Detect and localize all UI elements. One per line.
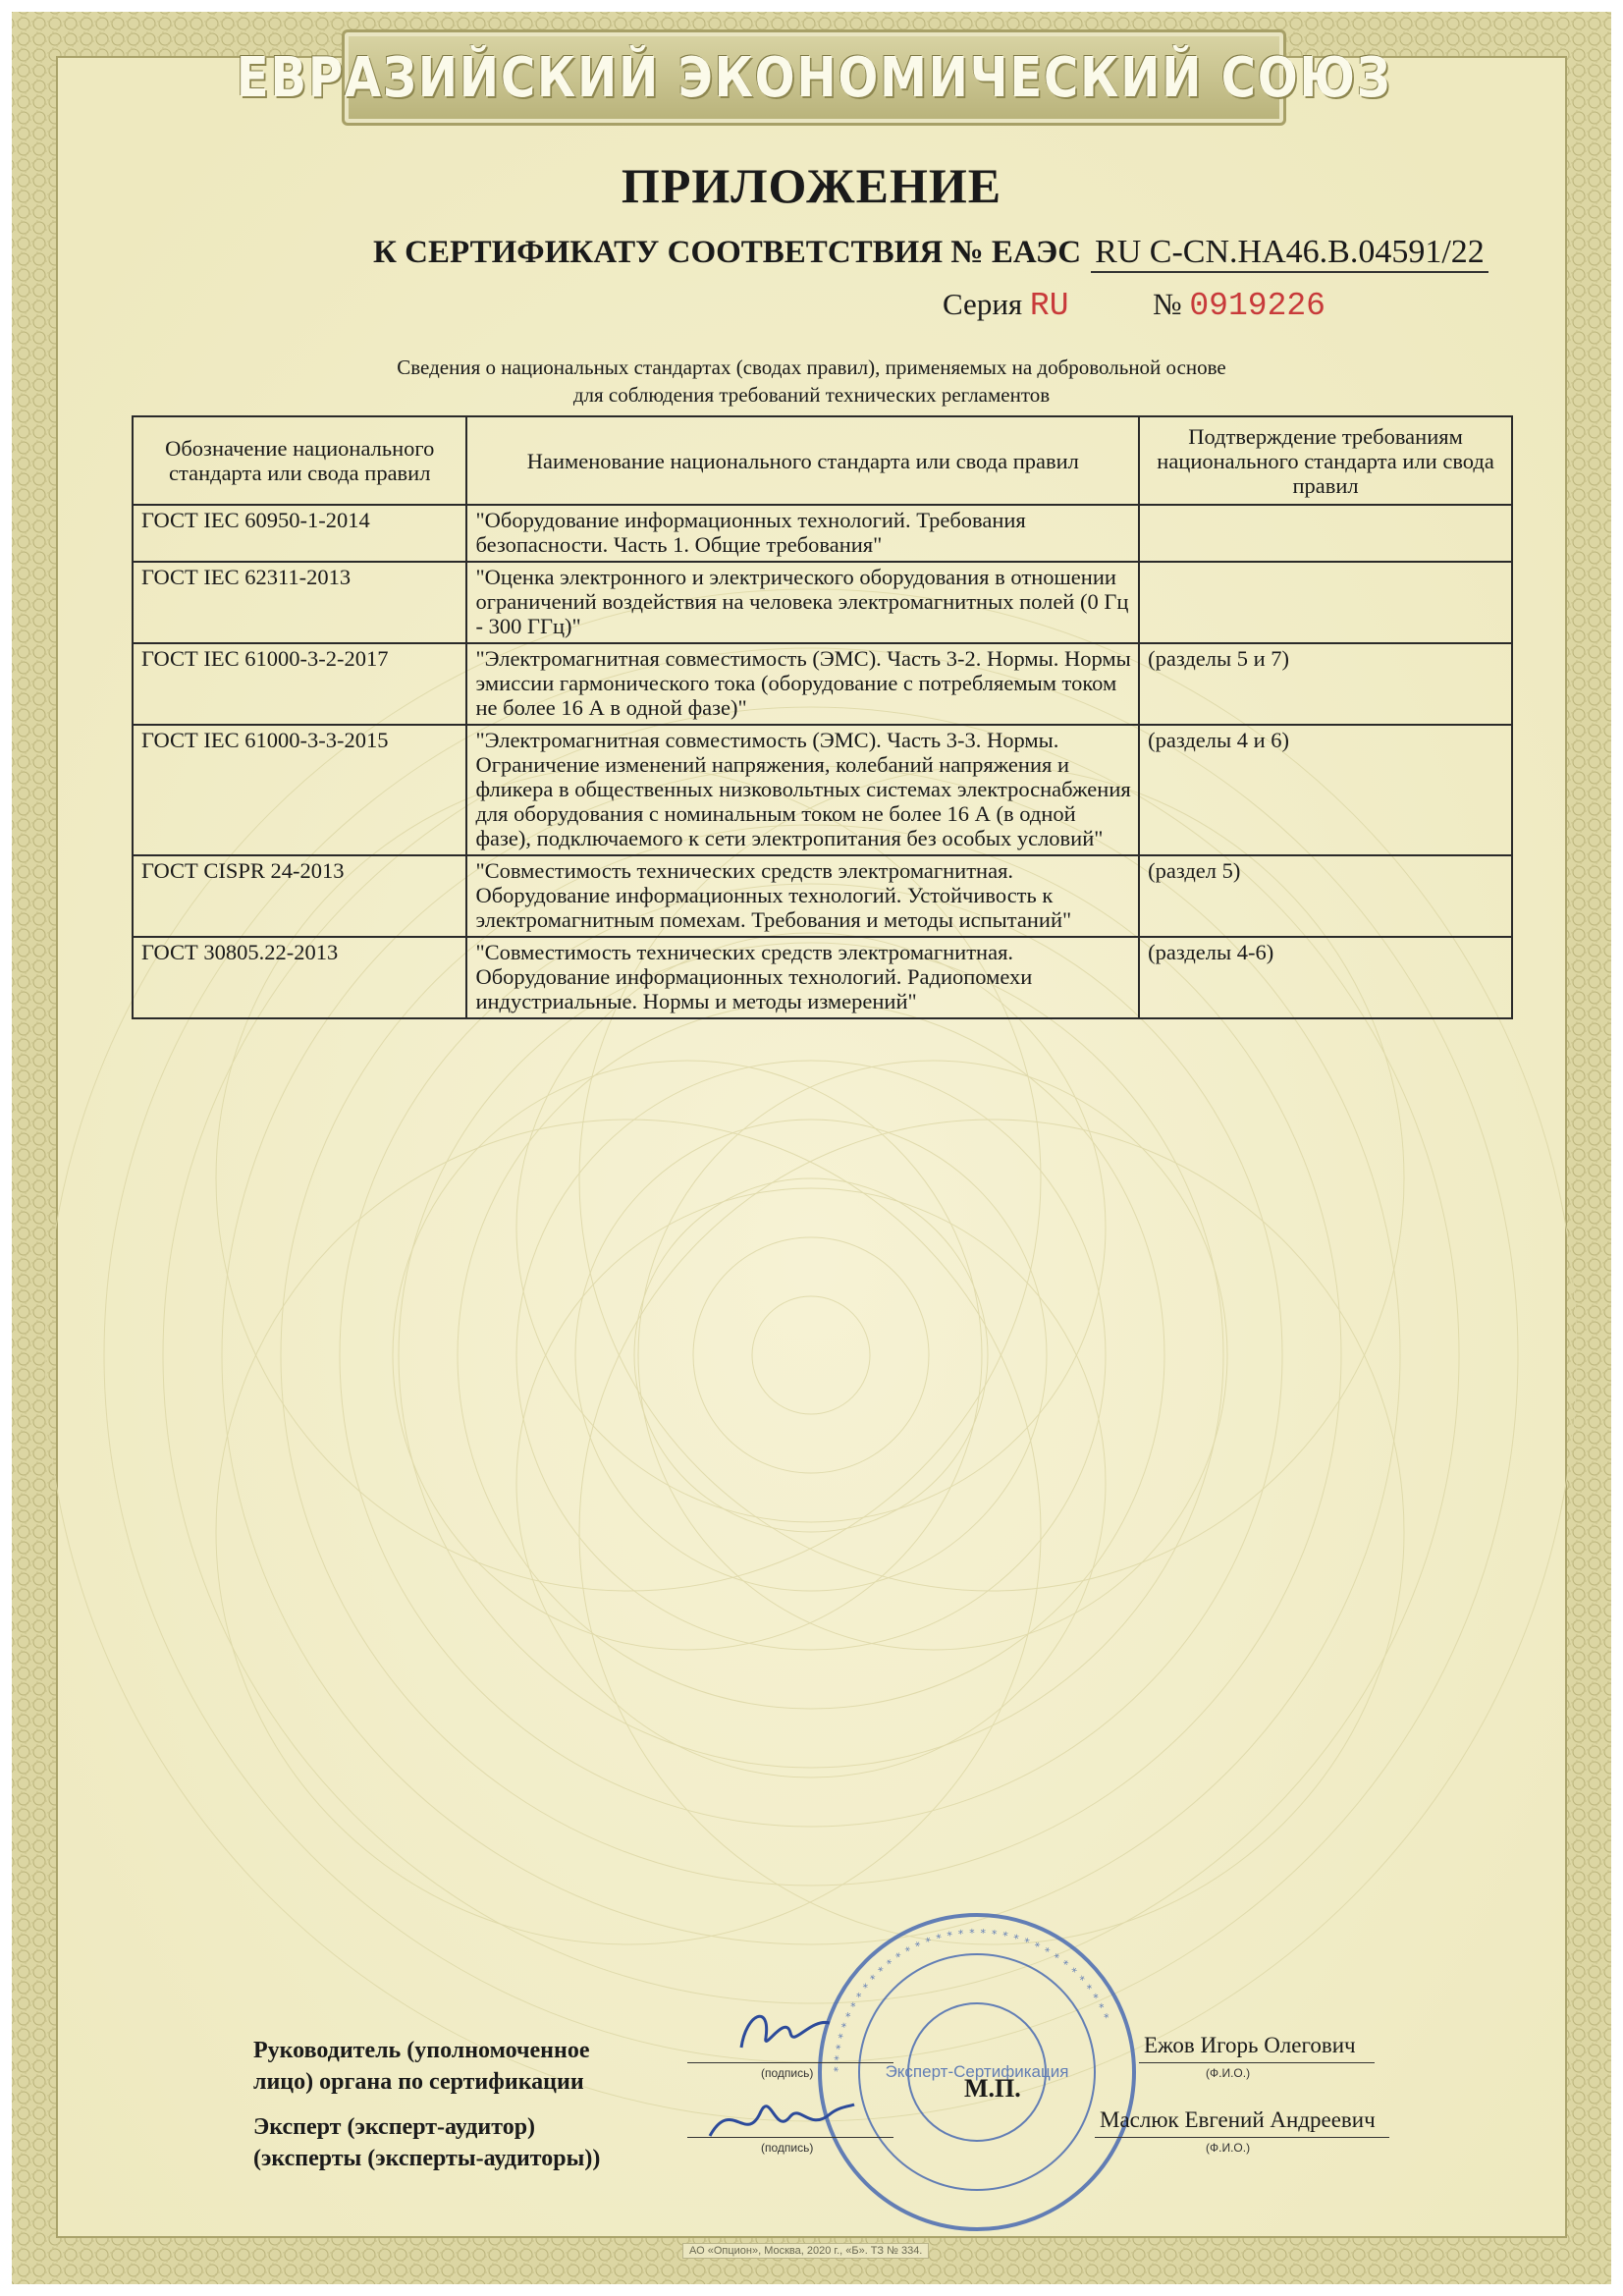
standard-sections [1139, 562, 1512, 643]
series-value: RU [1029, 288, 1069, 324]
expert-name: Маслюк Евгений Андреевич [1100, 2107, 1376, 2132]
standard-code: ГОСТ IEC 62311-2013 [133, 562, 466, 643]
seal-label: М.П. [964, 2074, 1021, 2103]
head-fio-caption: (Ф.И.О.) [1206, 2066, 1251, 2080]
expert-label-line-2: (эксперты (эксперты-аудиторы)) [253, 2146, 601, 2171]
svg-text:* * * * * * * * * * * * * * *: * * * * * * * * * * * * * * * * * * * * * * * * * * * * * * * * * * * [831, 1926, 1112, 2073]
expert-fio-caption: (Ф.И.О.) [1206, 2141, 1251, 2155]
standard-code: ГОСТ IEC 61000-3-3-2015 [133, 725, 466, 855]
table-row [133, 643, 1512, 725]
standard-name: "Совместимость технических средств электромагнитная. Оборудование информационных технологий. Устойчивость к электромагнитным помехам. Требования и методы испытаний" [466, 855, 1139, 937]
table-row [133, 855, 1512, 937]
table-row [133, 725, 1512, 855]
expert-signature-line [687, 2137, 893, 2138]
header-confirmation: Подтверждение требованиям национального стандарта или свода правил [1139, 416, 1512, 505]
form-number-value: 0919226 [1189, 288, 1325, 324]
table-header-row [133, 416, 1512, 505]
table-row [133, 505, 1512, 562]
standard-code: ГОСТ 30805.22-2013 [133, 937, 466, 1018]
standard-code: ГОСТ IEC 61000-3-2-2017 [133, 643, 466, 725]
intro-text [0, 354, 1623, 409]
expert-signature-caption: (подпись) [761, 2141, 814, 2155]
standard-code: ГОСТ IEC 60950-1-2014 [133, 505, 466, 562]
series-label: Серия [943, 287, 1023, 321]
head-signature-line [687, 2062, 893, 2063]
standard-sections: (разделы 4-6) [1139, 937, 1512, 1018]
head-signature-scribble [731, 1994, 839, 2072]
standard-name: "Совместимость технических средств электромагнитная. Оборудование информационных технологий. Радиопомехи индустриальные. Нормы и методы измерений" [466, 937, 1139, 1018]
standard-sections: (раздел 5) [1139, 855, 1512, 937]
certificate-number: RU C-CN.HA46.B.04591/22 [1091, 234, 1488, 273]
head-name-line [1139, 2062, 1375, 2063]
intro-line-2: для соблюдения требований технических регламентов [572, 383, 1051, 407]
standard-sections: (разделы 4 и 6) [1139, 725, 1512, 855]
standard-code: ГОСТ CISPR 24-2013 [133, 855, 466, 937]
standards-table [132, 415, 1513, 1019]
head-label-line-2: лицо) органа по сертификации [253, 2069, 584, 2095]
header-code: Обозначение национального стандарта или свода правил [133, 416, 466, 505]
expert-name-line [1095, 2137, 1389, 2138]
page-title: ПРИЛОЖЕНИЕ [621, 158, 1002, 213]
form-number-label: № [1153, 287, 1182, 321]
standard-name: "Электромагнитная совместимость (ЭМС). Часть 3-3. Нормы. Ограничение изменений напряжения, колебаний напряжения и фликера в общественных низковольтных системах электроснабжения для оборудования с номинальным током не более 16 А (в одной фазе), подключаемого к сети электропитания без особых условий" [466, 725, 1139, 855]
table-row [133, 562, 1512, 643]
certificate-label: К СЕРТИФИКАТУ СООТВЕТСТВИЯ № ЕАЭС [373, 235, 1082, 270]
standard-name: "Электромагнитная совместимость (ЭМС). Часть 3-2. Нормы. Нормы эмиссии гармонического тока (оборудование с потребляемым током не более 16 А в одной фазе)" [466, 643, 1139, 725]
standard-sections [1139, 505, 1512, 562]
head-label-line-1: Руководитель (уполномоченное [253, 2038, 590, 2063]
standard-name: "Оборудование информационных технологий. Требования безопасности. Часть 1. Общие требования" [466, 505, 1139, 562]
head-signature-caption: (подпись) [761, 2066, 814, 2080]
certification-stamp [815, 1910, 1139, 2234]
head-label [253, 2035, 590, 2098]
header-name: Наименование национального стандарта или свода правил [466, 416, 1139, 505]
stamp-center-text: Эксперт-Сертификация [885, 2062, 1069, 2081]
printer-footer: АО «Опцион», Москва, 2020 г., «Б». ТЗ № 334. [682, 2243, 929, 2259]
series-line [943, 287, 1325, 324]
head-name: Ежов Игорь Олегович [1144, 2033, 1356, 2057]
intro-line-1: Сведения о национальных стандартах (сводах правил), применяемых на добровольной основе [397, 355, 1226, 379]
certificate-line [373, 234, 1488, 273]
expert-label [253, 2111, 600, 2174]
table-row [133, 937, 1512, 1018]
union-name: ЕВРАЗИЙСКИЙ ЭКОНОМИЧЕСКИЙ СОЮЗ [236, 45, 1392, 110]
header-banner [236, 29, 1392, 126]
standard-name: "Оценка электронного и электрического оборудования в отношении ограничений воздействия на человека электромагнитных полей (0 Гц - 300 ГГц)" [466, 562, 1139, 643]
expert-label-line-1: Эксперт (эксперт-аудитор) [253, 2114, 536, 2140]
standard-sections: (разделы 5 и 7) [1139, 643, 1512, 725]
